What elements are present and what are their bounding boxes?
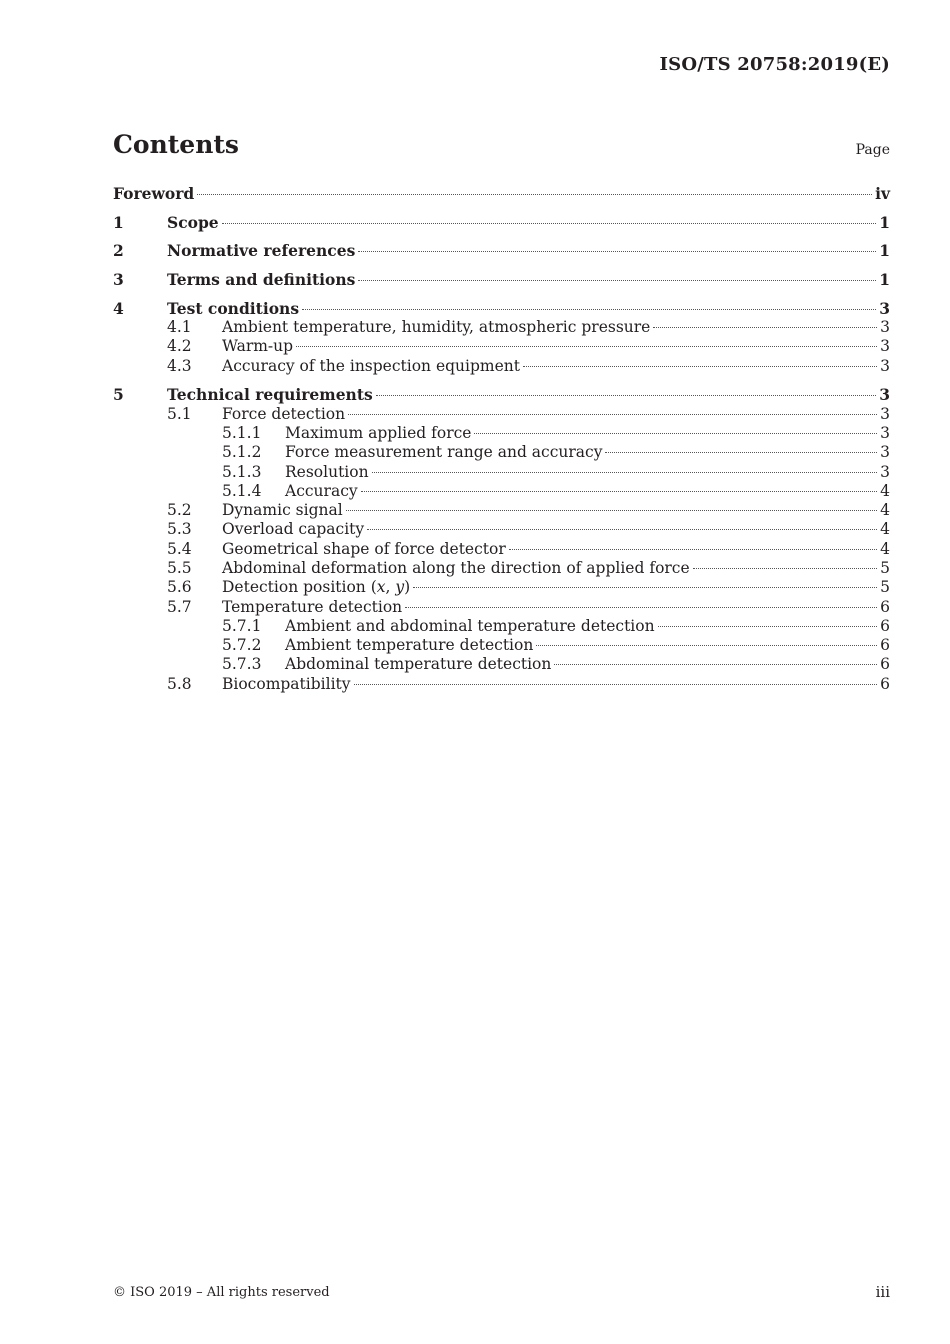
dot-leader [509,549,877,550]
dot-leader [376,395,876,396]
toc-entry-number: 5.4 [167,539,192,558]
toc-entry[interactable] [113,675,890,694]
toc-entry[interactable] [113,241,890,260]
dot-leader [536,645,877,646]
toc-entry-title: Accuracy of the inspection equipment [222,356,520,375]
toc-entry[interactable] [113,482,890,501]
toc-entry-page: 3 [880,423,890,442]
dot-leader [296,346,877,347]
toc-entry-number: 4.1 [167,318,192,337]
toc-entry-page: 6 [880,655,890,674]
toc-entry-page: 5 [880,578,890,597]
toc-entry-title: Abdominal temperature detection [285,655,552,674]
toc-entry[interactable] [113,636,890,655]
toc-entry-number: 5.1.3 [222,462,262,481]
toc-entry-number: 5.5 [167,559,192,577]
toc-entry-page: iv [875,184,890,203]
toc-entry-title: Ambient temperature detection [285,636,534,655]
dot-leader [372,472,877,473]
dot-leader [354,684,877,685]
footer-copyright: © ISO 2019 – All rights reserved [113,1285,330,1300]
toc-entry-page: 4 [880,501,890,520]
toc-entry-title: Resolution [285,462,369,481]
toc-entry-title: Ambient temperature, humidity, atmospheric pressure [222,318,651,337]
toc-entry[interactable] [113,299,890,318]
toc-entry-page: 6 [880,674,890,693]
dot-leader [222,223,877,224]
toc-entry-number: 5 [113,385,124,405]
toc-entry-title: Ambient and abdominal temperature detection [285,616,655,635]
toc-entry[interactable] [113,443,890,462]
dot-leader [358,280,876,281]
toc-entry-title: Technical requirements [167,385,373,405]
dot-leader [197,194,872,195]
toc-entry-page: 3 [879,298,890,318]
toc-entry-title: Force measurement range and accuracy [285,443,603,462]
toc-entry-page: 4 [880,481,890,500]
toc-entry-number: 5.1.2 [222,443,262,462]
toc-entry[interactable] [113,385,890,404]
toc-entry-number: 5.1 [167,404,192,423]
toc-entry-page: 1 [879,212,890,232]
toc-entry-title: Scope [167,212,219,232]
toc-entry-number: 3 [113,270,124,290]
toc-entry[interactable] [113,598,890,617]
toc-entry-page: 4 [880,539,890,558]
toc-entry[interactable] [113,655,890,674]
toc-entry[interactable] [113,463,890,482]
toc-entry-number: 5.7.1 [222,616,262,635]
toc-entry-page: 4 [880,520,890,539]
toc-entry-page: 3 [880,462,890,481]
dot-leader [361,491,877,492]
toc-entry-page: 1 [879,241,890,261]
toc-entry-page: 3 [880,337,890,356]
dot-leader [346,510,877,511]
toc-entry-page: 6 [880,636,890,655]
dot-leader [554,664,877,665]
toc-entry-page: 3 [879,385,890,405]
toc-entry-number: 4.3 [167,356,192,375]
toc-entry-title: Accuracy [285,481,358,500]
toc-entry[interactable] [113,578,890,597]
toc-entry-title: Force detection [222,404,346,423]
toc-entry-page: 5 [880,559,890,577]
table-of-contents [113,184,890,694]
toc-entry-number: 5.7.3 [222,655,262,674]
toc-entry-page: 3 [880,404,890,423]
toc-entry-title: Warm-up [222,337,294,356]
dot-leader [693,568,877,569]
toc-entry-number: 5.7 [167,597,192,616]
page-column-label: Page [855,142,890,158]
dot-leader [658,626,877,627]
toc-entry-number: 4.2 [167,337,192,356]
toc-entry-page: 3 [880,318,890,337]
toc-entry-title: Biocompatibility [222,674,351,693]
dot-leader [358,251,876,252]
toc-entry-title: Abdominal deformation along the direction of applied force [222,559,690,577]
toc-entry-title: Test conditions [167,298,300,318]
toc-entry-title: Foreword [113,184,195,203]
toc-entry-page: 6 [880,597,890,616]
toc-entry[interactable] [113,424,890,443]
toc-entry-title: Terms and definitions [167,270,356,290]
toc-entry-number: 1 [113,212,124,232]
toc-entry[interactable] [113,357,890,376]
toc-entry-page: 3 [880,443,890,462]
toc-entry-number: 5.1.4 [222,481,262,500]
contents-title: Contents [113,130,240,159]
toc-entry[interactable] [113,318,890,337]
dot-leader [405,607,877,608]
dot-leader [523,366,877,367]
toc-entry-page: 1 [879,270,890,290]
dot-leader [413,587,877,588]
toc-entry-number: 5.3 [167,520,192,539]
toc-entry-page: 3 [880,356,890,375]
toc-entry[interactable] [113,337,890,356]
toc-entry-page: 6 [880,616,890,635]
dot-leader [605,452,877,453]
toc-entry-number: 5.8 [167,674,192,693]
footer-page-number: iii [875,1283,890,1301]
toc-entry-number: 5.1.1 [222,423,262,442]
toc-entry-title: Dynamic signal [222,501,343,520]
toc-entry[interactable] [113,213,890,232]
toc-entry-title: Maximum applied force [285,423,472,442]
toc-entry[interactable] [113,501,890,520]
dot-leader [348,414,877,415]
toc-entry[interactable] [113,617,890,636]
dot-leader [474,433,877,434]
toc-entry-title: Temperature detection [222,597,403,616]
toc-entry-number: 2 [113,241,124,261]
toc-entry-number: 5.7.2 [222,636,262,655]
toc-entry[interactable] [113,270,890,289]
toc-entry-title: Normative references [167,241,356,261]
toc-entry-number: 5.6 [167,578,192,597]
toc-entry[interactable] [113,520,890,539]
toc-entry-title: Overload capacity [222,520,365,539]
toc-entry[interactable] [113,559,890,578]
dot-leader [367,529,877,530]
toc-entry-title: Geometrical shape of force detector [222,539,506,558]
dot-leader [653,327,877,328]
toc-entry-title: Detection position (x, y) [222,578,411,597]
toc-entry[interactable] [113,540,890,559]
toc-entry[interactable] [113,184,890,203]
dot-leader [302,309,876,310]
toc-entry[interactable] [113,405,890,424]
toc-entry-number: 5.2 [167,501,192,520]
standard-reference: ISO/TS 20758:2019(E) [659,54,890,75]
toc-entry-number: 4 [113,298,124,318]
